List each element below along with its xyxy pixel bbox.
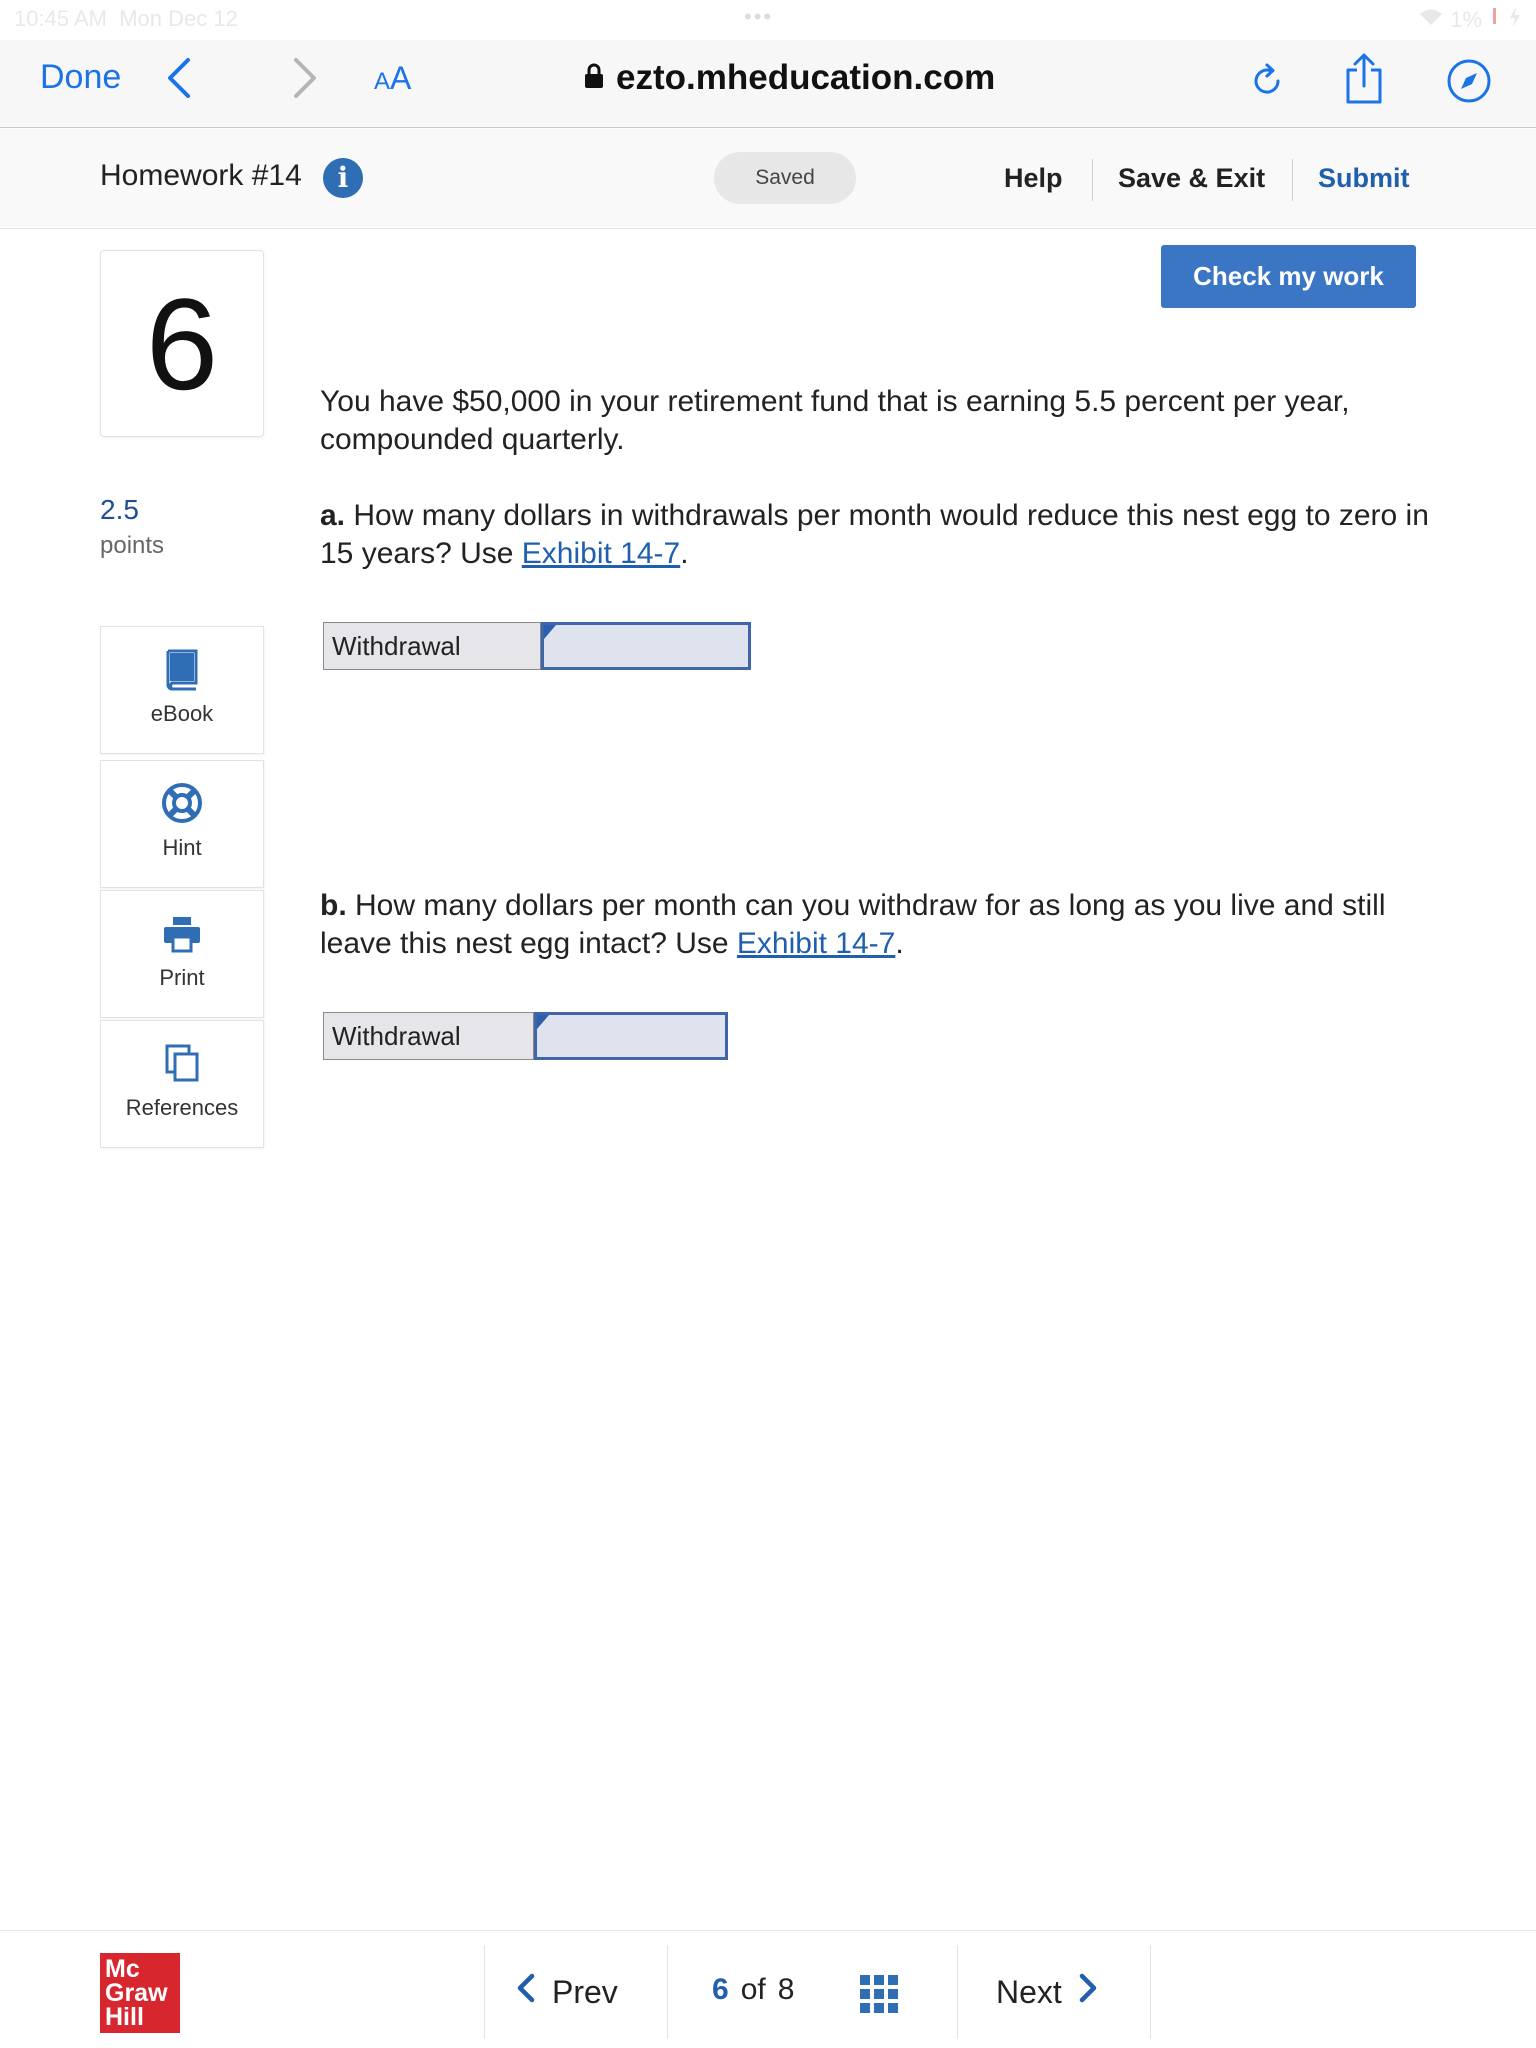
ebook-label: eBook: [150, 701, 214, 726]
status-indicators: [1418, 6, 1522, 34]
exhibit-link-a[interactable]: Exhibit 14-7: [521, 537, 681, 570]
compass-icon[interactable]: [1446, 58, 1492, 104]
part-a-prefix: a.: [320, 499, 346, 532]
battery-icon: [1488, 6, 1502, 34]
prev-button[interactable]: [516, 1973, 618, 2011]
print-label: Print: [159, 965, 205, 990]
answer-row-a: [323, 622, 751, 670]
url-text: ezto.mheducation.com: [616, 58, 996, 97]
info-icon[interactable]: i: [323, 158, 363, 198]
ebook-button[interactable]: [100, 626, 264, 754]
multitask-dots[interactable]: •••: [744, 4, 774, 29]
lock-icon: [584, 58, 604, 98]
prev-label: Prev: [552, 1973, 618, 2010]
input-flag-icon: [537, 1015, 549, 1029]
next-button[interactable]: [996, 1973, 1098, 2011]
withdrawal-field-a[interactable]: [544, 625, 748, 667]
references-button[interactable]: [100, 1020, 264, 1148]
forward-chevron-icon[interactable]: [284, 54, 324, 102]
next-label: Next: [996, 1973, 1062, 2010]
points-label: points: [100, 532, 165, 559]
address-bar[interactable]: [584, 58, 995, 98]
references-label: References: [125, 1095, 239, 1120]
done-button[interactable]: Done: [40, 58, 122, 96]
question-number-card: [100, 250, 264, 437]
header-divider: [1292, 159, 1293, 201]
chevron-right-icon: [1078, 1973, 1098, 2011]
input-flag-icon: [544, 625, 556, 639]
submit-link[interactable]: Submit: [1318, 163, 1410, 193]
assignment-title: Homework #14: [100, 159, 302, 192]
part-b-text: How many dollars per month can you withdraw for as long as you live and still leave this nest egg intact? Use: [320, 889, 1386, 960]
part-b-prefix: b.: [320, 889, 347, 922]
points-value: 2.5: [100, 494, 139, 525]
chevron-left-icon: [516, 1973, 536, 2011]
withdrawal-label-b: Withdrawal: [323, 1012, 534, 1060]
text-size-button[interactable]: AA: [374, 60, 412, 96]
browser-toolbar: [0, 40, 1536, 128]
hint-label: Hint: [162, 835, 202, 860]
printer-icon: [160, 911, 204, 955]
footer-divider: [484, 1945, 485, 2039]
withdrawal-field-b[interactable]: [537, 1015, 725, 1057]
save-exit-link[interactable]: Save & Exit: [1118, 163, 1266, 193]
share-icon[interactable]: [1342, 52, 1386, 106]
battery-percent: 1%: [1450, 7, 1482, 32]
answer-row-b: [323, 1012, 728, 1060]
current-page: 6: [712, 1973, 729, 2006]
back-chevron-icon[interactable]: [160, 54, 200, 102]
withdrawal-label-a: Withdrawal: [323, 622, 541, 670]
check-my-work-button[interactable]: Check my work: [1161, 245, 1416, 308]
question-part-a: a. How many dollars in withdrawals per month would reduce this nest egg to zero in 15 years? Use Exhibit 14-7.: [320, 499, 1429, 570]
wifi-icon: [1418, 7, 1444, 33]
reload-icon[interactable]: [1248, 62, 1286, 100]
question-number: 6: [145, 271, 219, 417]
footer-divider: [957, 1945, 958, 2039]
footer-nav: [0, 1930, 1536, 2048]
page-indicator: [712, 1973, 794, 2007]
assignment-header: [0, 129, 1536, 229]
header-divider: [1092, 159, 1093, 201]
mcgraw-hill-logo: Mc Graw Hill: [100, 1953, 180, 2033]
status-time: 10:45 AM Mon Dec 12: [14, 6, 238, 31]
lifebuoy-icon: [160, 781, 204, 825]
saved-status-badge: Saved: [714, 152, 856, 204]
withdrawal-input-a[interactable]: [541, 622, 751, 670]
question-part-b: b. How many dollars per month can you withdraw for as long as you live and still leave this nest egg intact? Use Exhibit 14-7.: [320, 889, 1386, 960]
question-intro: You have $50,000 in your retirement fund that is earning 5.5 percent per year, compounded quarterly.: [320, 385, 1350, 456]
footer-divider: [667, 1945, 668, 2039]
exhibit-link-b[interactable]: Exhibit 14-7: [736, 927, 896, 960]
total-pages: 8: [777, 1973, 795, 2006]
help-link[interactable]: Help: [1004, 163, 1063, 193]
part-a-text: How many dollars in withdrawals per month would reduce this nest egg to zero in 15 years? Use: [320, 499, 1429, 570]
print-button[interactable]: [100, 890, 264, 1018]
page-of: of: [740, 1973, 766, 2006]
hint-button[interactable]: [100, 760, 264, 888]
copy-icon: [160, 1041, 204, 1085]
footer-divider: [1150, 1945, 1151, 2039]
status-bar: [0, 0, 1536, 40]
withdrawal-input-b[interactable]: [534, 1012, 728, 1060]
question-grid-icon[interactable]: [860, 1975, 898, 2013]
charging-icon: [1508, 6, 1522, 34]
book-icon: [160, 647, 204, 691]
